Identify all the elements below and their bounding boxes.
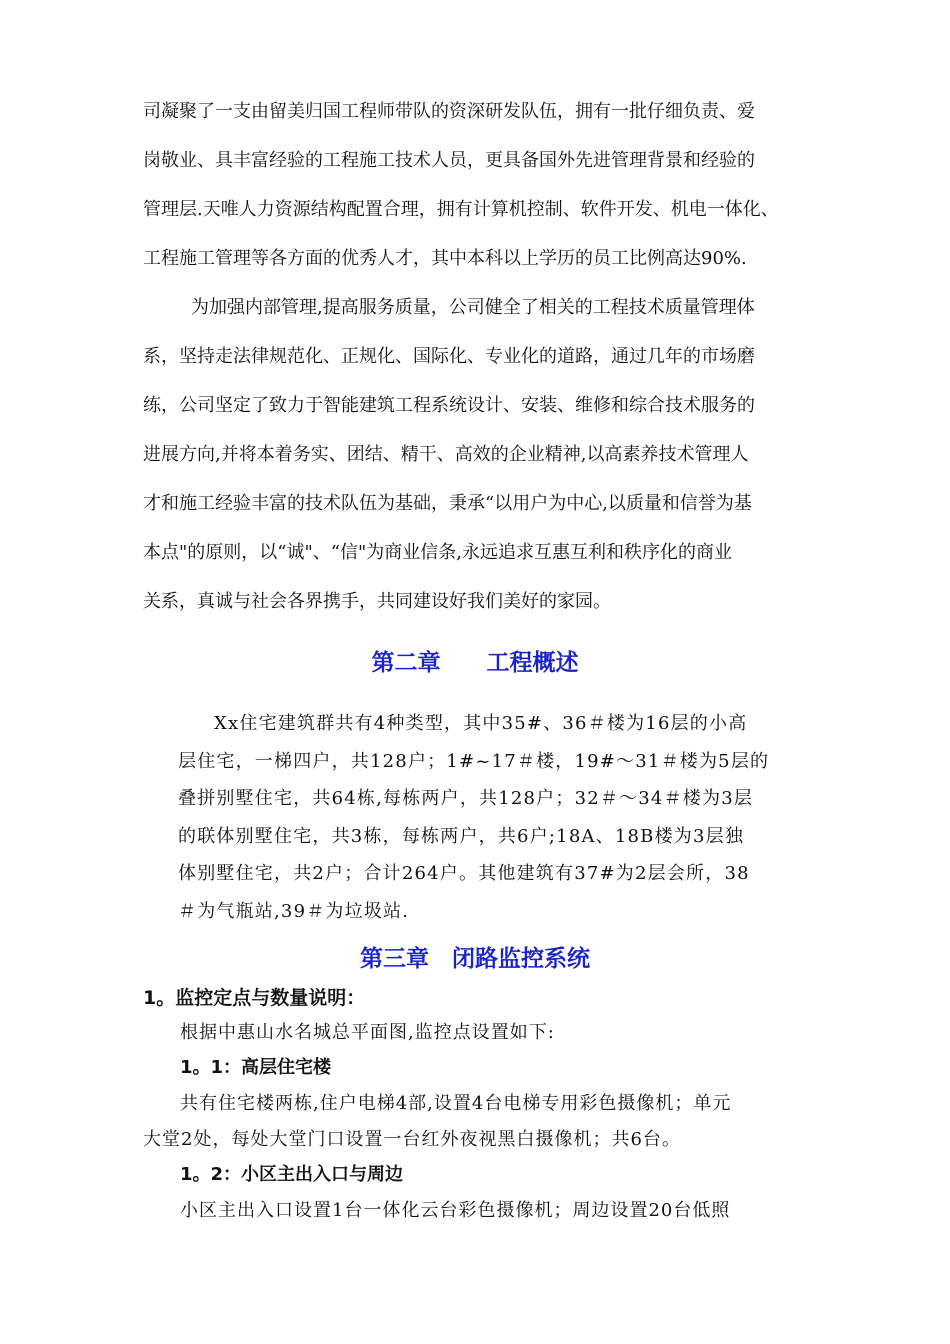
text-line: 的联体别墅住宅，共3栋，每栋两户，共6户;18A、18B楼为3层独 xyxy=(178,825,745,847)
section-heading: 1。监控定点与数量说明： xyxy=(143,987,366,1009)
text-line: 司凝聚了一支由留美归国工程师带队的资深研发队伍，拥有一批仔细负责、爱 xyxy=(143,101,755,122)
section-intro: 根据中惠山水名城总平面图,监控点设置如下: xyxy=(180,1022,555,1043)
text-line: Xx住宅建筑群共有4种类型，其中35#、36＃楼为16层的小高 xyxy=(214,713,748,734)
text-line: 本点"的原则，以“诚"、“信"为商业信条,永远追求互惠互利和秩序化的商业 xyxy=(143,542,732,563)
text-line: 体别墅住宅，共2户；合计264户。其他建筑有37#为2层会所，38 xyxy=(178,863,750,884)
paragraph-management xyxy=(143,283,823,626)
subsection-heading-1: 1。1：高层住宅楼 xyxy=(180,1057,332,1078)
text-line: 层住宅，一梯四户，共128户；1#~17＃楼，19#～31＃楼为5层的 xyxy=(178,750,770,772)
text-line: ＃为气瓶站,39＃为垃圾站. xyxy=(178,900,410,922)
text-line: 练，公司坚定了致力于智能建筑工程系统设计、安装、维修和综合技术服务的 xyxy=(143,395,755,416)
text-line: 管理层.天唯人力资源结构配置合理，拥有计算机控制、软件开发、机电一体化、 xyxy=(143,199,779,220)
text-line: 大堂2处，每处大堂门口设置一台红外夜视黑白摄像机；共6台。 xyxy=(143,1129,681,1150)
text-line: 为加强内部管理,提高服务质量，公司健全了相关的工程技术质量管理体 xyxy=(191,297,755,318)
text-line: 工程施工管理等各方面的优秀人才，其中本科以上学历的员工比例高达90%. xyxy=(143,248,747,269)
text-line: 进展方向,并将本着务实、团结、精干、高效的企业精神,以高素养技术管理人 xyxy=(143,444,749,465)
text-line: 叠拼别墅住宅，共64栋,每栋两户，共128户；32＃～34＃楼为3层 xyxy=(178,788,754,809)
text-line: 共有住宅楼两栋,住户电梯4部,设置4台电梯专用彩色摄像机；单元 xyxy=(180,1093,732,1114)
project-overview-paragraph xyxy=(178,705,838,930)
text-line: 小区主出入口设置1台一体化云台彩色摄像机；周边设置20台低照 xyxy=(180,1200,731,1221)
chapter-3-title: 第三章 闭路监控系统 xyxy=(360,946,590,972)
text-line: 关系，真诚与社会各界携手，共同建设好我们美好的家园。 xyxy=(143,591,611,612)
text-line: 才和施工经验丰富的技术队伍为基础，秉承“以用户为中心,以质量和信誉为基 xyxy=(143,493,752,514)
text-line: 岗敬业、具丰富经验的工程施工技术人员，更具备国外先进管理背景和经验的 xyxy=(143,150,755,171)
chapter-2-title: 第二章 工程概述 xyxy=(371,650,579,676)
paragraph-company-team xyxy=(143,87,823,283)
text-line: 系，坚持走法律规范化、正规化、国际化、专业化的道路，通过几年的市场磨 xyxy=(143,346,755,367)
subsection-heading-2: 1。2：小区主出入口与周边 xyxy=(180,1164,404,1185)
